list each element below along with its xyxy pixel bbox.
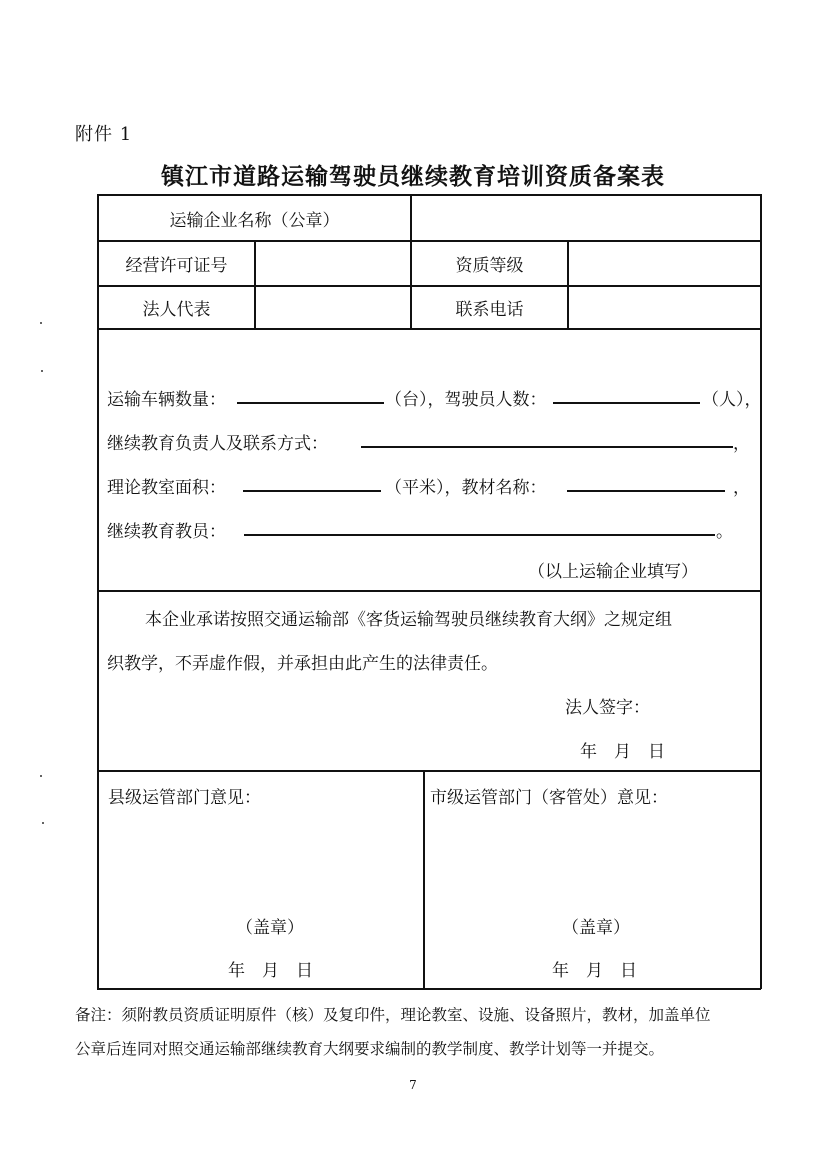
county-date: 年 月 日	[228, 961, 313, 981]
city-seal: （盖章）	[562, 918, 630, 938]
company-name-label: 运输企业名称（公章）	[169, 210, 340, 231]
table-bottom-border	[97, 988, 761, 990]
legal-rep-field[interactable]	[256, 287, 410, 328]
scan-speck	[42, 822, 44, 824]
vehicles-blank[interactable]	[237, 402, 384, 404]
comma: ，	[733, 478, 750, 498]
page-number: 7	[409, 1078, 417, 1092]
phone-field[interactable]	[569, 287, 760, 328]
fill-note: （以上运输企业填写）	[528, 562, 698, 582]
vehicles-unit: （台），驾驶员人数：	[385, 390, 547, 410]
license-label: 经营许可证号	[125, 256, 228, 276]
column-divider	[423, 770, 425, 989]
contact-label: 继续教育负责人及联系方式：	[107, 434, 328, 454]
row-divider	[97, 590, 761, 592]
classroom-unit: （平米），教材名称：	[385, 478, 547, 498]
drivers-blank[interactable]	[553, 402, 700, 404]
city-opinion-label: 市级运管部门（客管处）意见：	[430, 788, 668, 808]
row-divider	[97, 770, 761, 772]
county-opinion-label: 县级运管部门意见：	[108, 788, 261, 808]
textbook-blank[interactable]	[567, 490, 725, 492]
table-right-border	[760, 194, 762, 989]
comma: ，	[733, 434, 750, 454]
page-title: 镇江市道路运输驾驶员继续教育培训资质备案表	[161, 163, 665, 190]
signature-label: 法人签字：	[565, 698, 650, 718]
scan-speck	[41, 370, 43, 372]
scan-speck	[40, 322, 42, 324]
promise-line-2: 织教学，不弄虚作假，并承担由此产生的法律责任。	[107, 654, 498, 674]
teachers-blank[interactable]	[244, 534, 715, 536]
footnote-line-1: 备注：须附教员资质证明原件（核）及复印件，理论教室、设施、设备照片，教材，加盖单位	[75, 1006, 711, 1024]
footnote-line-2: 公章后连同对照交通运输部继续教育大纲要求编制的教学制度、教学计划等一并提交。	[75, 1040, 665, 1058]
attachment-label: 附件 1	[75, 124, 133, 145]
legal-rep-label: 法人代表	[142, 300, 211, 320]
qualification-field[interactable]	[569, 242, 760, 285]
classroom-blank[interactable]	[243, 490, 381, 492]
county-seal: （盖章）	[236, 918, 304, 938]
scan-speck	[40, 775, 42, 777]
teachers-label: 继续教育教员：	[107, 522, 226, 542]
classroom-label: 理论教室面积：	[107, 478, 226, 498]
row-divider	[97, 328, 761, 330]
phone-label: 联系电话	[455, 300, 524, 320]
contact-blank[interactable]	[361, 446, 733, 448]
period: 。	[716, 522, 733, 542]
vehicles-label: 运输车辆数量：	[107, 390, 226, 410]
company-name-field[interactable]	[412, 196, 760, 240]
city-date: 年 月 日	[552, 961, 637, 981]
promise-date: 年 月 日	[580, 742, 665, 762]
promise-line-1: 本企业承诺按照交通运输部《客货运输驾驶员继续教育大纲》之规定组	[145, 610, 672, 630]
license-field[interactable]	[256, 242, 410, 285]
qualification-label: 资质等级	[455, 256, 524, 276]
drivers-unit: （人），	[702, 390, 762, 410]
